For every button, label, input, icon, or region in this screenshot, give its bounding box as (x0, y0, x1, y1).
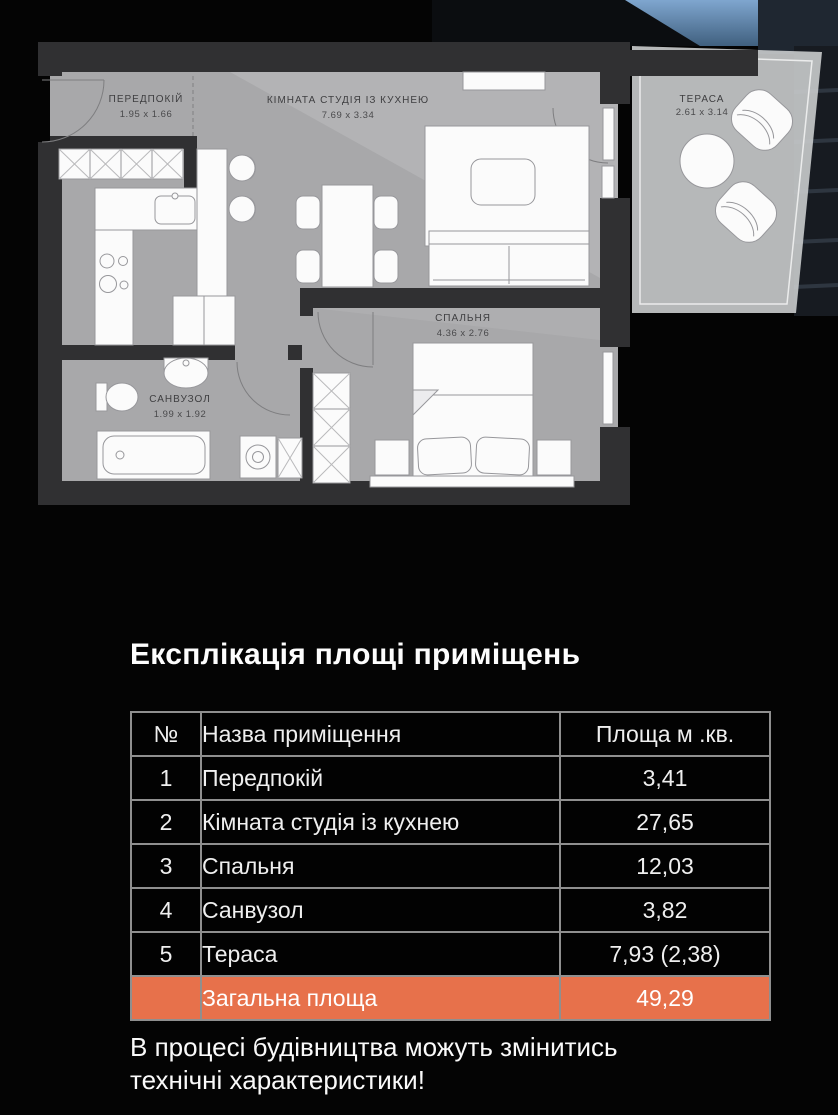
bar-counter (197, 149, 227, 299)
row-name: Санвузол (201, 888, 560, 932)
room-bedroom-dims: 4.36 x 2.76 (436, 328, 490, 339)
room-studio-label: КІМНАТА СТУДІЯ ІЗ КУХНЕЮ (266, 95, 430, 106)
wardrobe (313, 373, 350, 483)
bathtub (97, 431, 210, 479)
table-row (131, 844, 770, 888)
room-terrace-dims: 2.61 x 3.14 (675, 107, 729, 118)
washing-machine (240, 436, 276, 478)
room-hallway-label: ПЕРЕДПОКІЙ (108, 94, 184, 105)
row-num: 5 (131, 932, 201, 976)
room-terrace-label: ТЕРАСА (679, 94, 725, 105)
header-num: № (131, 712, 201, 756)
table-row (131, 888, 770, 932)
kitchen-sink (155, 193, 195, 224)
terrace-door-frame (603, 108, 614, 160)
nightstand (537, 440, 571, 475)
row-area: 3,41 (560, 756, 770, 800)
dining-chair (296, 196, 320, 229)
header-area: Площа м .кв. (560, 712, 770, 756)
dining-chair (374, 196, 398, 229)
pillow (475, 437, 530, 476)
terrace-table (680, 134, 734, 188)
pillow (417, 437, 472, 476)
row-name: Спальня (201, 844, 560, 888)
row-area: 3,82 (560, 888, 770, 932)
living-room (425, 126, 589, 286)
terrace-sidelight (602, 166, 614, 198)
room-studio-dims: 7.69 x 3.34 (321, 110, 375, 121)
row-num: 4 (131, 888, 201, 932)
bar-stool (229, 196, 255, 222)
kitchen-cabinets (59, 149, 183, 179)
table-row (131, 932, 770, 976)
row-area: 7,93 (2,38) (560, 932, 770, 976)
row-area: 27,65 (560, 800, 770, 844)
header-name: Назва приміщення (201, 712, 560, 756)
table-header-row (131, 712, 770, 756)
disclaimer-line-2: технічні характеристики! (130, 1065, 425, 1095)
room-bedroom-label: СПАЛЬНЯ (435, 313, 491, 324)
living-room-window (463, 72, 545, 90)
total-num (131, 976, 201, 1020)
nightstand (375, 440, 409, 475)
dining-table (322, 185, 373, 287)
dining-chair (296, 250, 320, 283)
total-label: Загальна площа (201, 976, 560, 1020)
room-hallway-dims: 1.95 x 1.66 (119, 109, 173, 120)
table-row (131, 800, 770, 844)
row-name: Тераса (201, 932, 560, 976)
room-bathroom-dims: 1.99 x 1.92 (153, 409, 207, 420)
table-row (131, 756, 770, 800)
room-bathroom-label: САНВУЗОЛ (149, 394, 211, 405)
bedroom-window (603, 352, 613, 424)
disclaimer-line-1: В процесі будівництва можуть змінитись (130, 1032, 618, 1062)
dining-chair (374, 250, 398, 283)
bar-stool (229, 155, 255, 181)
row-name: Кімната студія із кухнею (201, 800, 560, 844)
row-num: 3 (131, 844, 201, 888)
construction-disclaimer (130, 1031, 770, 1097)
row-area: 12,03 (560, 844, 770, 888)
sofa (429, 231, 589, 286)
area-table (130, 711, 771, 1021)
hall-closet (173, 296, 235, 345)
row-num: 2 (131, 800, 201, 844)
table-total-row (131, 976, 770, 1020)
row-num: 1 (131, 756, 201, 800)
total-value: 49,29 (560, 976, 770, 1020)
toilet (96, 383, 138, 411)
row-name: Передпокій (201, 756, 560, 800)
corridor-cabinet (278, 438, 302, 478)
page-title: Експлікація площі приміщень (130, 638, 581, 671)
tv (471, 159, 535, 205)
terrace (632, 46, 822, 313)
washbasin (164, 358, 208, 388)
